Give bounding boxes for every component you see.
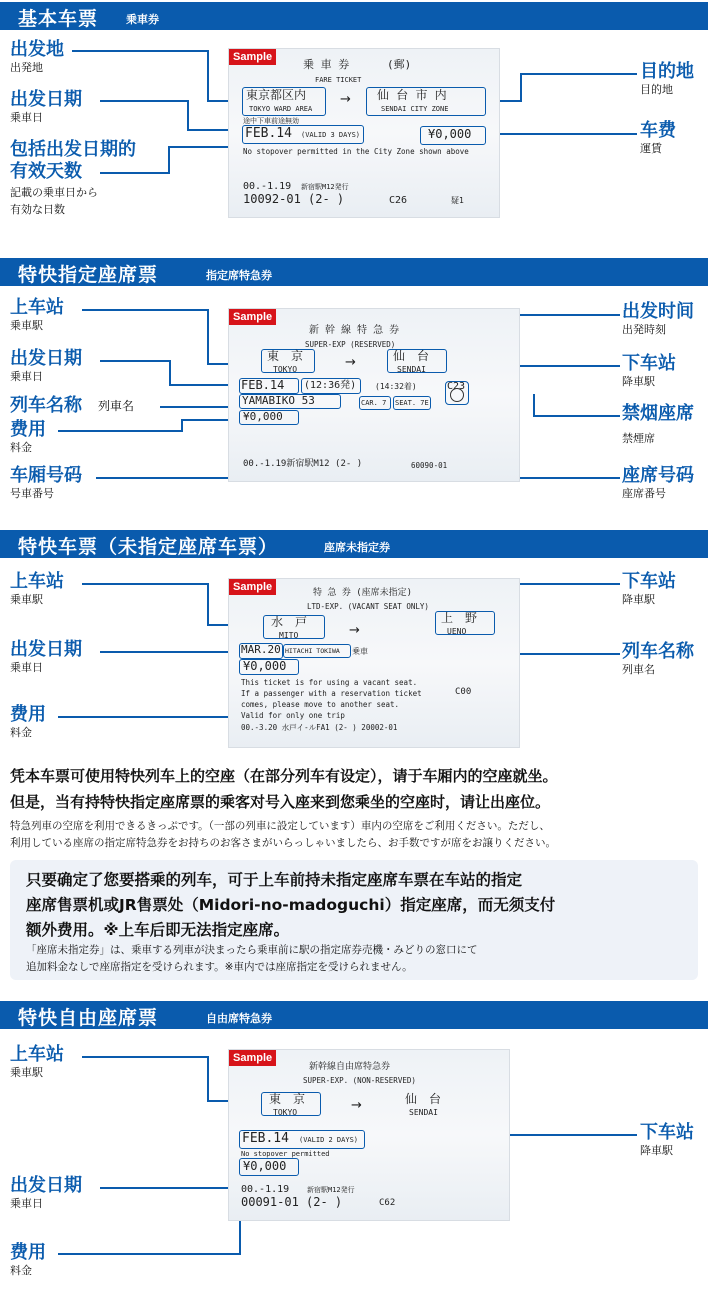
leader-line	[207, 1056, 209, 1102]
label-alight-zh: 下车站	[622, 353, 676, 374]
ticket-serial: 00.-3.20 水戸イ-ルFA1 (2- ) 20002-01	[241, 723, 398, 732]
section-subtitle: 指定席特急券	[206, 269, 272, 282]
ticket-date: MAR.20	[241, 643, 281, 656]
ticket-serial-2: 60090-01	[411, 461, 448, 470]
label-fee-zh: 费用	[10, 1242, 46, 1263]
ticket-arr-time: (14:32着)	[375, 382, 417, 391]
leader-line	[82, 583, 209, 585]
leader-line	[187, 100, 189, 130]
label-validity-zh-2: 有效天数	[10, 161, 82, 182]
ticket-title-en: LTD-EXP. (VACANT SEAT ONLY)	[307, 602, 429, 611]
label-train-zh: 列车名称	[622, 641, 694, 662]
paragraph-jp-1: 特急列車の空席を利用できるきっぷです。（一部の列車に設定しています）車内の空席をご利用ください。ただし、	[10, 820, 550, 832]
label-fare-jp: 運賃	[640, 142, 662, 155]
label-alight-jp: 降車駅	[622, 593, 655, 606]
ticket-line-4: Valid for only one trip	[241, 711, 345, 720]
label-alight-jp: 降車駅	[622, 375, 655, 388]
ticket-fee: ¥0,000	[243, 659, 287, 673]
ticket-issue-place: 新宿駅M12発行	[301, 183, 349, 191]
ticket-note: No stopover permitted in the City Zone shown above	[243, 147, 469, 156]
ticket-small-note: 途中下車前途無効	[243, 117, 299, 125]
label-seat-zh: 座席号码	[622, 465, 694, 486]
label-date-jp: 乗車日	[10, 1197, 43, 1210]
ticket-code: C00	[455, 687, 472, 697]
section-subtitle: 乗車券	[126, 13, 159, 26]
sample-badge: Sample	[229, 579, 276, 595]
ticket-code: C23	[447, 381, 466, 392]
label-date-jp: 乗車日	[10, 370, 43, 383]
ticket-valid: (VALID 3 DAYS)	[301, 131, 361, 139]
ticket-to-en: SENDAI CITY ZONE	[381, 105, 449, 113]
ticket-title: 新幹線自由席特急券	[309, 1062, 391, 1072]
label-fee-jp: 料金	[10, 1264, 32, 1277]
section-header-unreserved-seat	[0, 530, 708, 558]
label-date-zh: 出发日期	[10, 639, 82, 660]
ticket-from: 東京都区内	[246, 88, 307, 102]
ticket-from: 水 戸	[271, 615, 308, 629]
arrow-icon: →	[340, 92, 351, 107]
ticket-mark: (郵)	[387, 58, 412, 71]
ticket-note: No stopover permitted	[241, 1150, 330, 1158]
ticket-date: FEB.14	[241, 378, 285, 392]
label-nonsmoking-jp: 禁煙席	[622, 432, 655, 445]
ticket-unreserved-seat	[228, 578, 520, 748]
ticket-seat: SEAT. 7E	[395, 399, 429, 407]
section-subtitle: 自由席特急券	[206, 1012, 272, 1025]
label-board-zh: 上车站	[10, 297, 64, 318]
ticket-dep-time: (12:36発)	[304, 380, 357, 391]
ticket-title-en: FARE TICKET	[315, 76, 362, 84]
label-departure-zh: 出发地	[10, 39, 64, 60]
label-destination-jp: 目的地	[640, 83, 673, 96]
label-alight-jp: 降車駅	[640, 1144, 673, 1157]
leader-line	[207, 309, 209, 365]
label-date-jp: 乗車日	[10, 661, 43, 674]
section-title: 基本车票	[18, 8, 99, 30]
leader-line	[520, 73, 522, 102]
label-date-zh: 出发日期	[10, 348, 82, 369]
label-date-zh: 出发日期	[10, 89, 82, 110]
ticket-from-en: TOKYO WARD AREA	[249, 105, 313, 113]
ticket-issue-date: 00.-1.19	[243, 181, 292, 192]
leader-line	[168, 146, 170, 174]
leader-line	[72, 50, 209, 52]
label-board-zh: 上车站	[10, 571, 64, 592]
ticket-title-en: SUPER-EXP. (NON-RESERVED)	[303, 1076, 416, 1085]
ticket-from: 東 京	[269, 1092, 306, 1106]
ticket-title-en: SUPER-EXP (RESERVED)	[305, 340, 396, 349]
sample-badge: Sample	[229, 309, 276, 325]
ticket-car: CAR. 7	[361, 399, 387, 407]
ticket-title: 新 幹 線 特 急 券	[309, 325, 400, 336]
leader-line	[207, 583, 209, 626]
section-title: 特快车票（未指定座席车票）	[18, 536, 279, 558]
ticket-title: 乗 車 券	[303, 58, 350, 71]
ticket-to-en: UENO	[447, 627, 467, 636]
ticket-from: 東 京	[267, 349, 304, 363]
leader-line	[58, 430, 183, 432]
ticket-basic	[228, 48, 500, 218]
leader-line	[207, 50, 209, 102]
ticket-to-en: SENDAI	[409, 1108, 438, 1117]
leader-line	[58, 716, 251, 718]
ticket-serial: 10092-01 (2- )	[243, 192, 345, 206]
leader-line	[533, 415, 620, 417]
leader-line	[239, 1215, 241, 1255]
paragraph-jp-2: 利用している座席の指定席特急券をお持ちのお客さまがいらっしゃいましたら、お手数ですが席をお譲りください。	[10, 837, 556, 849]
note-zh-2: 座席售票机或JR售票处（Midori-no-madoguchi）指定座席，而无须支付	[26, 896, 556, 914]
ticket-date: FEB.14	[242, 1131, 289, 1146]
ticket-to: 仙 台	[393, 349, 430, 363]
ticket-line-1: This ticket is for using a vacant seat.	[241, 678, 418, 687]
leader-line	[533, 394, 535, 417]
label-fee-zh: 费用	[10, 419, 46, 440]
label-alight-zh: 下车站	[640, 1122, 694, 1143]
section-header-nonreserved	[0, 1001, 708, 1029]
note-jp-2: 追加料金なしで座席指定を受けられます。※車内では座席指定を受けられません。	[26, 961, 413, 973]
ticket-from-en: TOKYO	[273, 1108, 298, 1117]
ticket-line-3: comes, please move to another seat.	[241, 700, 400, 709]
arrow-icon: →	[349, 623, 360, 638]
label-board-jp: 乗車駅	[10, 1066, 43, 1079]
ticket-to: 上 野	[441, 611, 478, 625]
label-seat-jp: 座席番号	[622, 487, 666, 500]
label-dep-time-jp: 出発時刻	[622, 323, 666, 336]
paragraph-zh-1: 凭本车票可使用特快列车上的空座（在部分列车有设定），请于车厢内的空座就坐。	[10, 767, 558, 785]
ticket-issue-date: 00.-1.19	[241, 1184, 290, 1195]
ticket-fare: ¥0,000	[428, 127, 472, 141]
label-car-zh: 车厢号码	[10, 465, 82, 486]
ticket-date: FEB.14	[245, 126, 292, 141]
label-train-jp: 列車名	[622, 663, 655, 676]
leader-line	[82, 309, 209, 311]
section-subtitle: 座席未指定券	[324, 541, 390, 554]
ticket-to: 仙 台	[405, 1092, 442, 1106]
ticket-serial: 00.-1.19新宿駅M12 (2- )	[243, 459, 363, 469]
ticket-code: C26	[389, 195, 408, 206]
arrow-icon: →	[345, 355, 356, 370]
label-fee-zh: 费用	[10, 704, 46, 725]
ticket-code: C62	[379, 1198, 396, 1208]
section-title: 特快指定座席票	[18, 264, 159, 286]
ticket-train-suffix: 乗車	[352, 647, 368, 656]
leader-line	[100, 360, 171, 362]
label-destination-zh: 目的地	[640, 61, 694, 82]
leader-line	[100, 172, 170, 174]
label-validity-jp-2: 有効な日数	[10, 203, 65, 216]
label-board-jp: 乗車駅	[10, 319, 43, 332]
ticket-from-en: MITO	[279, 631, 299, 640]
ticket-to-en: SENDAI	[397, 365, 426, 374]
ticket-title: 特 急 券 (座席未指定)	[313, 588, 413, 598]
arrow-icon: →	[351, 1098, 362, 1113]
section-title: 特快自由座席票	[18, 1007, 159, 1029]
label-car-jp: 号車番号	[10, 487, 54, 500]
leader-line	[100, 1187, 240, 1189]
ticket-to: 仙 台 市 内	[377, 88, 447, 102]
ticket-train: HITACHI TOKIWA	[285, 647, 340, 655]
ticket-nonreserved	[228, 1049, 510, 1221]
ticket-code-2: 疑1	[451, 196, 464, 205]
label-departure-jp: 出発地	[10, 61, 43, 74]
no-smoking-icon	[450, 388, 464, 402]
label-fee-jp: 料金	[10, 726, 32, 739]
ticket-line-2: If a passenger with a reservation ticket	[241, 689, 422, 698]
note-zh-3: 额外费用。※上车后即无法指定座席。	[26, 921, 290, 939]
label-board-jp: 乗車駅	[10, 593, 43, 606]
leader-line	[100, 651, 240, 653]
ticket-from-en: TOKYO	[273, 365, 298, 374]
leader-line	[58, 1253, 241, 1255]
label-date-zh: 出发日期	[10, 1175, 82, 1196]
label-nonsmoking-zh: 禁烟座席	[622, 403, 694, 424]
label-fee-jp: 料金	[10, 441, 32, 454]
label-train-jp: 列車名	[98, 399, 135, 413]
section-header-reserved	[0, 258, 708, 286]
label-fare-zh: 车费	[640, 120, 676, 141]
ticket-fee: ¥0,000	[243, 1159, 287, 1173]
label-date-jp: 乗車日	[10, 111, 43, 124]
leader-line	[520, 73, 637, 75]
section-header-basic	[0, 2, 708, 30]
label-validity-jp-1: 記載の乗車日から	[10, 186, 98, 199]
ticket-serial: 00091-01 (2- )	[241, 1195, 343, 1209]
sample-badge: Sample	[229, 1050, 276, 1066]
ticket-fee: ¥0,000	[243, 410, 283, 423]
label-board-zh: 上车站	[10, 1044, 64, 1065]
label-train-zh: 列车名称	[10, 395, 82, 416]
ticket-reserved	[228, 308, 520, 482]
leader-line	[100, 100, 189, 102]
leader-line	[484, 133, 637, 135]
ticket-train: YAMABIKO 53	[242, 394, 315, 407]
label-validity-zh-1: 包括出发日期的	[10, 139, 136, 160]
paragraph-zh-2: 但是，当有持特快指定座席票的乘客对号入座来到您乘坐的空座时，请让出座位。	[10, 793, 551, 811]
ticket-valid: (VALID 2 DAYS)	[299, 1136, 359, 1144]
note-zh-1: 只要确定了您要搭乘的列车，可于上车前持未指定座席车票在车站的指定	[26, 871, 523, 889]
leader-line	[169, 360, 171, 386]
label-alight-zh: 下车站	[622, 571, 676, 592]
label-dep-time-zh: 出发时间	[622, 301, 694, 322]
ticket-issue-place: 新宿駅M12発行	[307, 1186, 355, 1194]
note-jp-1: 「座席未指定券」は、乗車する列車が決まったら乗車前に駅の指定席券売機・みどりの窓口にて	[26, 944, 478, 956]
sample-badge: Sample	[229, 49, 276, 65]
leader-line	[82, 1056, 209, 1058]
